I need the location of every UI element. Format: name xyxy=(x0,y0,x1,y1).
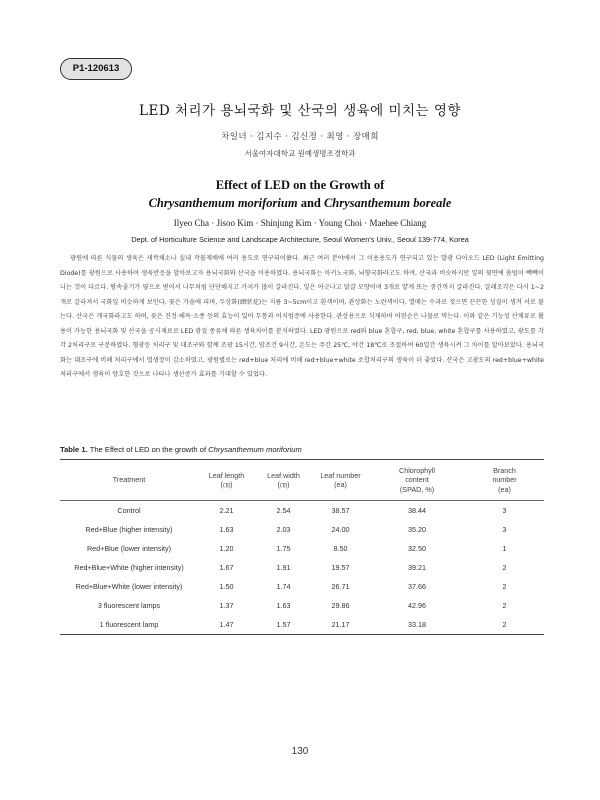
table-header-row xyxy=(60,460,544,501)
header-branch-line3: (ea) xyxy=(498,484,511,494)
header-leaf-width-unit: (㎝) xyxy=(277,480,290,489)
cell-chlorophyll: 42.96 xyxy=(408,601,426,610)
header-branch-line2: number xyxy=(492,475,517,485)
english-title-line2 xyxy=(0,196,600,211)
header-chlorophyll-line1: Chlorophyll xyxy=(399,465,435,475)
table-row xyxy=(60,501,544,521)
header-branch xyxy=(465,460,544,501)
header-leaf-length xyxy=(198,460,255,501)
cell-treatment: 3 fluorescent lamps xyxy=(97,601,161,610)
table-caption xyxy=(60,445,302,454)
header-leaf-number-unit: (ea) xyxy=(334,480,347,489)
table-row xyxy=(60,615,544,635)
cell-chlorophyll: 39.21 xyxy=(408,563,426,572)
cell-chlorophyll: 32.50 xyxy=(408,544,426,553)
cell-leaf-width: 1.75 xyxy=(276,544,291,553)
korean-authors: 차일녀 · 김지수 · 김신정 · 최영 · 장매희 xyxy=(221,132,379,142)
cell-treatment: Red+Blue+White (higher intensity) xyxy=(74,563,184,572)
cell-branch: 2 xyxy=(465,615,544,635)
cell-leaf-number: 24.00 xyxy=(331,525,350,534)
header-leaf-width xyxy=(255,460,312,501)
cell-leaf-width: 1.57 xyxy=(255,615,312,635)
cell-chlorophyll: 37.66 xyxy=(408,582,426,591)
table-caption-label: Table 1. xyxy=(60,445,88,454)
cell-treatment: Red+Blue (lower intensity) xyxy=(86,544,172,553)
species-name-1: Chrysanthemum moriforium xyxy=(148,196,298,210)
cell-branch: 3 xyxy=(502,525,507,534)
cell-branch: 2 xyxy=(502,563,507,572)
cell-leaf-number: 19.57 xyxy=(331,563,350,572)
cell-chlorophyll: 35.20 xyxy=(408,525,426,534)
cell-leaf-width: 2.03 xyxy=(276,525,291,534)
header-leaf-length-label: Leaf length xyxy=(208,470,245,480)
cell-chlorophyll: 38.44 xyxy=(408,506,426,515)
cell-treatment: Control xyxy=(117,506,141,515)
species-name-2: Chrysanthemum boreale xyxy=(323,196,452,210)
table-row xyxy=(60,596,544,615)
results-table xyxy=(60,459,544,635)
cell-leaf-width: 1.91 xyxy=(276,563,291,572)
abstract-paragraph: 광원에 따른 식물의 생육은 새싹채소나 실내 작물재배에 여러 용도로 연구되어왔다. 최근 여러 분야에서 그 이용용도가 연구되고 있는 발광 다이오드 LED (Light Emitting Diode)를 광원으로 사용하여 생육반응을 알아보고자 용뇌국화와 산국을 이용하였다. 용뇌국화는 마키노국화, 뇌향국화라고도 하며, 산국과 비슷하지만 잎의 뒷면에 솜털이 빽빽이 나는 것이 다르다. 땅속줄기가 옆으로 벋어서 나무처럼 단단해지고 가지가 많이 갈라진다. 잎은 어긋나고 달걀 모양이며 3개로 얕게 또는 중간까지 갈라진다. 갈래조각은 다시 1~2개로 갈라져서 국화잎 비슷하게 보인다. 꽃은 가을에 피며, 두상화(頭狀花)는 지름 3~5cm이고 흰색이며, 관상화는 노란색이다. 열매는 수과로 젖으면 끈끈한 성질이 생겨 서로 붙는다. 산국은 개국화라고도 하며, 꽃은 진정·해독·소종 등의 효능이 있어 두통과 어지럼증에 사용한다. 관상용으로 식재하며 어린순은 나물로 먹는다. 이와 같은 기능성 산채류로 활용이 가능한 용뇌국화 및 산국을 공시재료로 LED 광질 종류에 따른 생육차이를 분석하였다. LED 광원으로 red와 blue 혼합구, red, blue, white 혼합구를 사용하였고, 광도를 각각 2처리구로 구분하였다. 형광등 처리구 및 대조구와 함께 조광 15시간, 암조건 9시간, 온도는 주간 25℃, 야간 18℃로 조절하여 60일간 생육시켜 그 차이를 알아보았다. 용뇌국화는 대조구에 비해 처리구에서 엽생장이 감소하였고, 광원별로는 red+blue 처리에 비해 red+blue+white 조합처리구의 생육이 더 좋았다. 산국은 고광도의 red+blue+white 처리구에서 생육이 양호한 것으로 나타나 생산증가 효과를 기대할 수 있었다. xyxy=(60,255,544,379)
cell-leaf-width: 1.63 xyxy=(276,601,291,610)
cell-branch: 2 xyxy=(502,601,507,610)
cell-branch: 1 xyxy=(502,544,507,553)
header-chlorophyll-line3: (SPAD, %) xyxy=(399,484,435,494)
cell-treatment: Red+Blue+White (lower intensity) xyxy=(75,582,183,591)
paper-id-badge: P1-120613 xyxy=(60,58,132,80)
cell-leaf-length: 1.47 xyxy=(198,615,255,635)
page-number: 130 xyxy=(291,746,309,757)
header-chlorophyll-line2: content xyxy=(405,475,429,485)
cell-treatment: 1 fluorescent lamp xyxy=(60,615,198,635)
header-leaf-number xyxy=(312,460,369,501)
korean-affiliation: 서울여자대학교 원예생명조경학과 xyxy=(244,149,356,158)
header-leaf-number-label: Leaf number xyxy=(320,470,361,480)
cell-leaf-length: 1.37 xyxy=(219,601,234,610)
table-row xyxy=(60,539,544,558)
table-row xyxy=(60,520,544,539)
table-row xyxy=(60,558,544,577)
cell-leaf-number: 38.57 xyxy=(331,506,350,515)
header-chlorophyll xyxy=(369,460,465,501)
cell-leaf-length: 1.50 xyxy=(219,582,234,591)
cell-leaf-length: 1.67 xyxy=(219,563,234,572)
english-affiliation: Dept. of Horticulture Science and Landscape Architecture, Seoul Women's Univ., Seoul 139-774, Korea xyxy=(131,235,469,244)
header-branch-line1: Branch xyxy=(493,465,516,475)
cell-leaf-number: 29.86 xyxy=(331,601,350,610)
table-caption-species: Chrysanthemum moriforium xyxy=(208,445,302,454)
header-leaf-length-unit: (㎝) xyxy=(220,480,233,489)
cell-branch: 3 xyxy=(502,506,507,515)
cell-leaf-number: 21.17 xyxy=(312,615,369,635)
title-conjunction: and xyxy=(297,196,324,210)
english-title-line1: Effect of LED on the Growth of xyxy=(215,178,385,192)
korean-title: LED 처리가 용뇌국화 및 산국의 생육에 미치는 영향 xyxy=(139,103,461,119)
cell-branch: 2 xyxy=(502,582,507,591)
cell-leaf-width: 1.74 xyxy=(276,582,291,591)
cell-leaf-length: 1.63 xyxy=(219,525,234,534)
cell-treatment: Red+Blue (higher intensity) xyxy=(85,525,173,534)
header-leaf-width-label: Leaf width xyxy=(267,470,300,480)
cell-leaf-length: 1.20 xyxy=(219,544,234,553)
cell-leaf-length: 2.21 xyxy=(219,506,234,515)
english-authors: Ilyeo Cha · Jisoo Kim · Shinjung Kim · Young Choi · Maehee Chiang xyxy=(173,218,427,228)
cell-chlorophyll: 33.18 xyxy=(369,615,465,635)
cell-leaf-number: 8.50 xyxy=(333,544,348,553)
header-treatment: Treatment xyxy=(60,460,198,501)
cell-leaf-width: 2.54 xyxy=(276,506,291,515)
table-caption-text: The Effect of LED on the growth of xyxy=(87,445,209,454)
table-row xyxy=(60,577,544,596)
cell-leaf-number: 26.71 xyxy=(331,582,350,591)
